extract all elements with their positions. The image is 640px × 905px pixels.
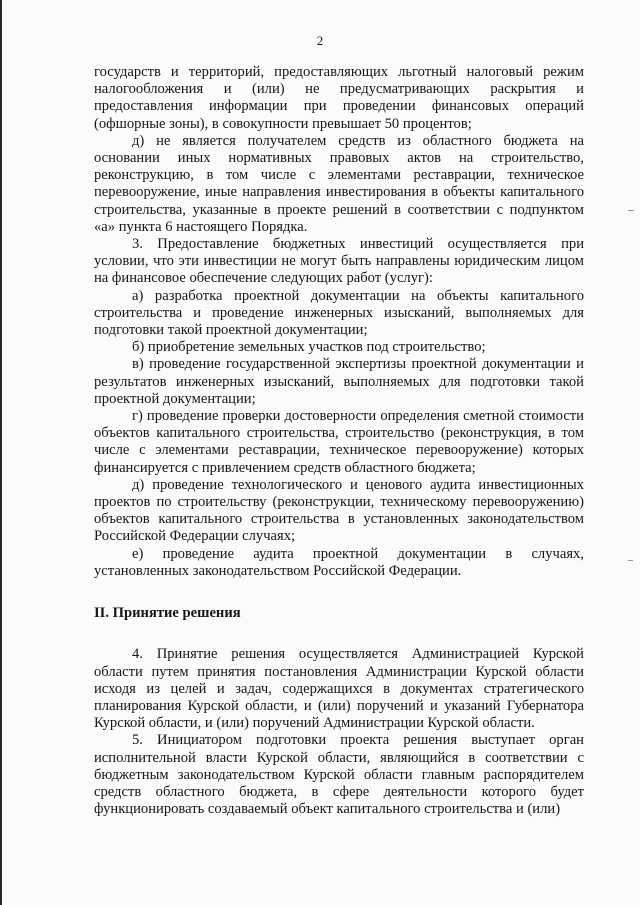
p-b-land: б) приобретение земельных участков под строительство; (132, 339, 486, 356)
p-d-audit: д) проведение технологического и ценового аудита инвестиционных проектов по строительству (реконструкции, техническому перевооружению) объектов капитального строительства в установленных законодательством Российской Федерации случаях; (94, 476, 584, 545)
page-number: 2 (316, 33, 324, 48)
p-3-provision: 3. Предоставление бюджетных инвестиций осуществляется при условии, что эти инвестиции не могут быть направлены юридическим лицом на финансовое обеспечение следующих работ (услуг): (94, 236, 584, 287)
document-body (94, 64, 584, 818)
p-e-audit-docs: е) проведение аудита проектной документации в случаях, установленных законодательством Российской Федерации. (94, 545, 584, 579)
p-v-expertise: в) проведение государственной экспертизы проектной документации и результатов инженерных изысканий, выполняемых для подготовки такой проектной документации; (94, 356, 584, 407)
p-4-decision: 4. Принятие решения осуществляется Администрацией Курской области путем принятия постановления Администрации Курской области исходя из целей и задач, содержащихся в документах стратегического планирования Курской области, и (или) поручений и указаний Губернатора Курской области, и (или) поручений Администрации Курской области. (94, 646, 584, 732)
section-2-body (94, 646, 584, 818)
p-d-not-recipient: д) не является получателем средств из областного бюджета на основании иных нормативных правовых актов на строительство, реконструкцию, в том числе с элементами реставрации, техническое перевооружение, иные направления инвестирования в объекты капитального строительства, указанные в проекте решений в соответствии с подпунктом «а» пункта 6 настоящего Порядка. (94, 132, 584, 235)
section-1-continuation (94, 64, 584, 580)
scan-artifact (628, 210, 634, 211)
p-5-initiator: 5. Инициатором подготовки проекта решения выступает орган исполнительной власти Курской области, являющийся в соответствии с бюджетным законодательством Курской области главным распорядителем средств областного бюджета, в сфере деятельности которого будет функционировать создаваемый объект капитального строительства и (или) (94, 732, 584, 818)
scan-artifact (628, 560, 633, 561)
p-g-estimate: г) проведение проверки достоверности определения сметной стоимости объектов капитального строительства, строительство (реконструкция, в том числе с элементами реставрации, техническое перевооружение) которых финансируется с привлечением средств областного бюджета; (94, 408, 584, 476)
scan-left-edge (0, 0, 2, 905)
section-title: II. Принятие решения (94, 605, 241, 622)
p-a-design: а) разработка проектной документации на объекты капитального строительства и проведение инженерных изысканий, выполняемых для подготовки такой проектной документации; (94, 287, 584, 339)
p-offshore: государств и территорий, предоставляющих льготный налоговый режим налогообложения и (или) не предусматривающих раскрытия и предоставления информации при проведении финансовых операций (офшорные зоны), в совокупности превышает 50 процентов; (94, 64, 584, 132)
